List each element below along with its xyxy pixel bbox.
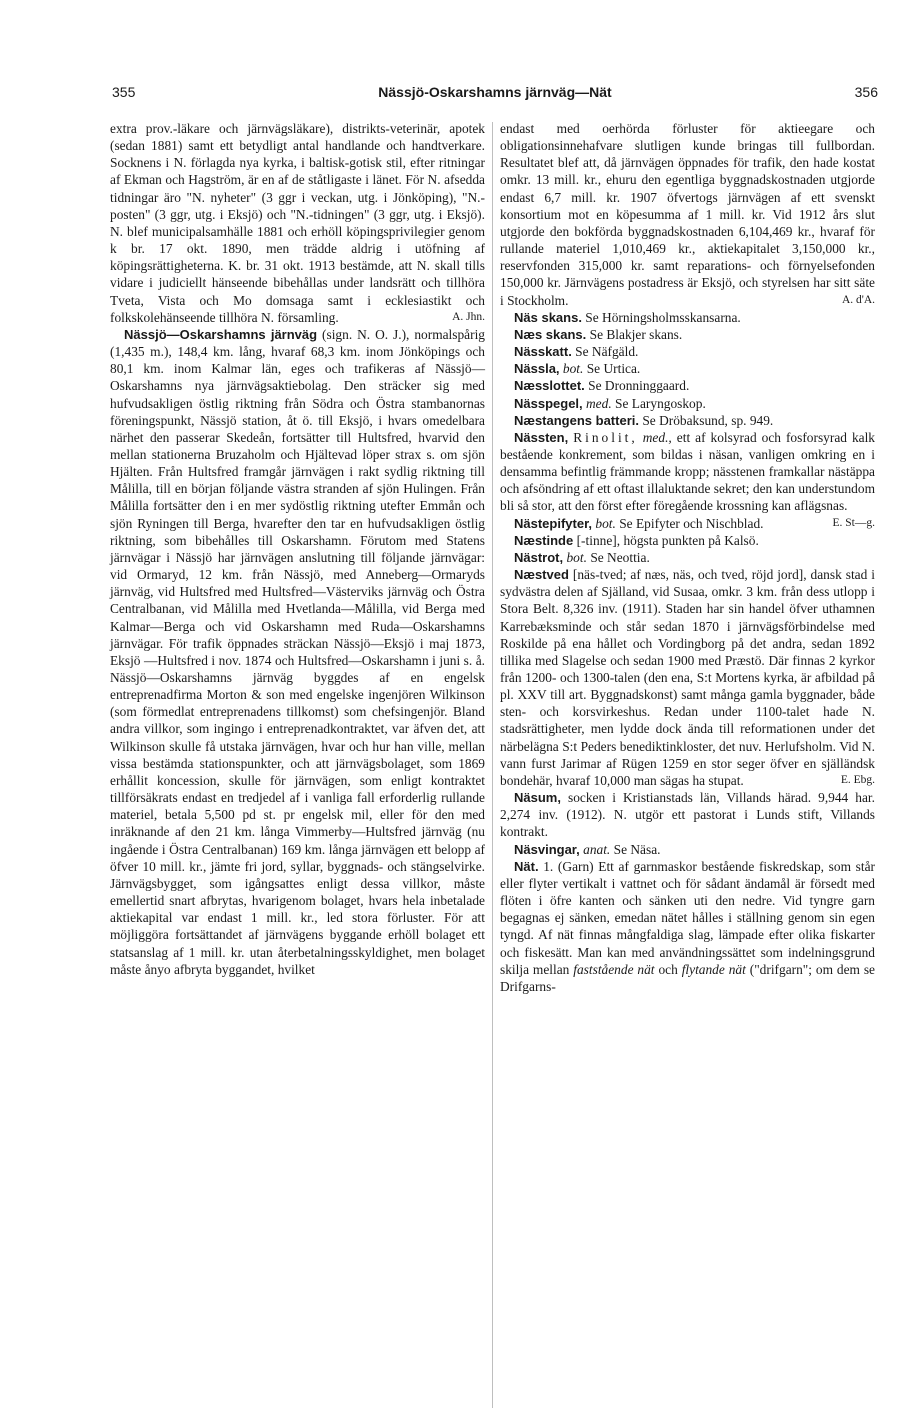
- paragraph-railway-end: [500, 120, 875, 309]
- entry-headword: Nässkatt.: [514, 344, 572, 360]
- entry-text: (sign. N. O. J.), normalspårig (1,435 m.), 148,4 km. lång, hvaraf 68,3 km. inom Jönköpings och 80,1 km. inom Kalmar län, eges och trafikeras af Nässjö—Oskarshamns nya järnvägsaktiebolag. Den sträcker sig med hufvudsakligen östlig riktning från Södra och Östra stambanornas föreningspunkt, Nässjö station, åt ö. till Eksjö, i hvars omedelbara närhet den passerar Skedeån, fortsätter till Hultsfred, hvarvid den mellan stationerna Bruzaholm och Hjältevad löper strax s. om sjön Hjälten. Från Hultsfred framgår järnvägen i rakt sydlig riktning till Målilla, till en början följande västra stranden af sjön Hulingen. Från Målilla fortsätter den i en mer sydöstlig riktning utefter Emmån och sjön Ryningen till Berga, hvarefter den tar en hufvudsakligen östlig riktning, som bibehålles till Oskarshamn. Förutom med Statens järnvägar i Nässjö har järnvägen anslutning till följande järnvägar: vid Ormaryd, 12 km. från Nässjö, med Anneberg—Ormaryds järnväg, vid Hultsfred med Hultsfred—Västerviks järnväg och Östra Centralbanan, vid Målilla med Hvetlanda—Målilla, vid Berga med Kalmar—Berga och vid Oskarshamn med Ruda—Oskarshamns järnvägar. För trafik öppnades sträckan Nässjö—Eksjö i maj 1873, Eksjö —Hultsfred i nov. 1874 och Hultsfred—Oskarshamn i juni s. å. Nässjö—Oskarshamns järnväg byggdes af en engelsk entreprenadfirma Morton & son med engelske ingenjören Wilkinson (som förmedlat entreprenadens tillkomst) som chefsingenjör. Bland andra villkor, som ingingo i entreprenadkontraktet, var äfven det, att Wilkinson skulle få utstaka järnvägen, hvar och hur han ville, mellan vissa bestämda stationspunkter, och att järnvägsbolaget, som 1869 erhållit koncession, skulle för järnvägen, som enligt kontraktet tillförsäkrats endast en tredjedel af i vanliga fall erforderlig rullande materiel, betala 5,500 pd st. pr engelsk mil, eller för den med inräknande af den 21 km. långa Vimmerby—Hultsfred järnväg (nu ingående i Östra Centralbanan) 169 km. långa järnvägen ett belopp af öfver 10 mill. kr., jämte fri jord, syllar, byggnads- och stängselvirke. Järnvägsbygget, som igångsattes enligt dessa villkor, måste emellertid snart afbrytas, hvarigenom bolaget, hvars hela inbetalade aktiekapital var endast 1 mill. kr., led stora förluster. För att möjliggöra fortsättandet af järnvägens byggande erhöll bolaget ett statsanslag af 1 mill. kr. utan återbetalningsskyldighet, men bolaget måste ånyo afbryta byggandet, hvilket: [110, 326, 485, 977]
- entry-headword: Nät.: [514, 858, 539, 874]
- entry-text-connector: och: [658, 961, 678, 977]
- entry-text: [näs-tved; af næs, näs, och tved, röjd jord], dansk stad i sydvästra delen af Själland, vid Susaa, omkr. 3 km. från dess utlopp i Stora Belt. 8,326 inv. (1911). Staden har sin handel öfver uthamnen Karrebæksminde och står sedan 1870 i järnvägsförbindelse med Roskilde på ena hållet och Vordingborg på det andra, sedan 1892 tillika med Slagelse och sedan 1900 med Præstö. Där finnas 2 kyrkor från 1200- och 1300-talen (den ena, S:t Mortens kyrka, är afbildad på pl. XXV till art. Byggnadskonst) samt många gamla byggnader, både sten- och korsvirkeshus. Redan under 1100-talet hade N. stadsrättigheter, men lydde dock ända till reformationen under det närbelägna S:t Peders benediktinkloster, det nuv. Herlufsholm. Vid N. vann furst Jarimar af Rügen 1259 en stor seger öfver en själländsk bondehär, hvaraf 10,000 man sägas ha stupat.: [500, 567, 875, 788]
- column-divider: [492, 122, 493, 1408]
- author-signature: E. Ebg.: [840, 773, 875, 786]
- entry-abbreviation: anat.: [583, 841, 611, 857]
- entry-nat: [500, 858, 875, 995]
- entry-headword: Näsvingar,: [514, 841, 580, 857]
- entry-headword: Näs skans.: [514, 309, 582, 325]
- entry-headword: Nässjö—Oskarshamns järnväg: [124, 326, 318, 342]
- entry-abbreviation: med.: [586, 395, 612, 411]
- author-signature: E. St—g.: [832, 516, 875, 529]
- entry-headword: Nästrot,: [514, 549, 564, 565]
- entry-text: ett af kolsyrad och fosforsyrad kalk bestående konkrement, som bildas i näsan, vanligen omkring en i densamma befintlig främmande kropp; nässtenen framkallar nästäppa och afsöndring af ett oftast illaluktande sekret; den kan understundom bli så stor, att den först efter föregående krossning kan aflägsnas.: [500, 429, 875, 514]
- entry-naestangens-batteri: [500, 412, 875, 429]
- author-signature: A. Jhn.: [452, 310, 485, 323]
- entry-text: [-tinne], högsta punkten på Kalsö.: [576, 532, 759, 548]
- author-signature: A. d'A.: [841, 293, 875, 306]
- entry-text: Se Näsa.: [613, 841, 661, 857]
- entry-headword: Nässpegel,: [514, 395, 583, 411]
- entry-headword: Næstangens batteri.: [514, 412, 639, 428]
- entry-text: Se Laryngoskop.: [615, 395, 706, 411]
- entry-abbreviation: bot.: [595, 515, 616, 531]
- entry-text: Se Blakjer skans.: [589, 326, 683, 342]
- paragraph-nassjo-end: [110, 120, 485, 326]
- entry-headword: Nästepifyter,: [514, 515, 593, 531]
- entry-text: Se Hörningsholmsskansarna.: [585, 309, 741, 325]
- entry-text: socken i Kristianstads län, Villands härad. 9,944 har. 2,274 inv. (1912). N. utgör ett pastorat i Lunds stift, Villands kontrakt.: [500, 790, 875, 840]
- right-column: [500, 120, 875, 995]
- entry-nasvingar: [500, 841, 875, 858]
- entry-text: Se Dröbaksund, sp. 949.: [642, 412, 774, 428]
- entry-term-italic: flytande nät: [681, 961, 746, 977]
- entry-text: Se Epifyter och Nischblad.: [619, 515, 764, 531]
- entry-synonym: Rinolit,: [573, 429, 638, 445]
- entry-headword: Næs skans.: [514, 326, 587, 342]
- entry-abbreviation: bot.: [562, 361, 584, 377]
- entry-headword: Næstved: [514, 567, 569, 583]
- entry-text: 1. (Garn) Ett af garnmaskor bestående fiskredskap, som står eller flyter vertikalt i vattnet och för sådant ändamål är försedt med flöten i öfre kanten och sänken uti den nedre. Vid tyngre garn begagnas ej sänken, emedan nätet hålles i ställning genom sin egen tyngd. Af nät finnas mångfaldiga slag, lämpade efter olika fiskarter och fiskesätt. Man kan med användningssättet som indelningsgrund skilja mellan: [500, 858, 875, 977]
- paragraph-text: endast med oerhörda förluster för aktieegare och obligationsinnehafvare slutligen kunde bringas till fullbordan. Resultatet blef att, då järnvägen öppnades för trafik, den hade kostat omkr. 13 mill. kr., ehuru den egentliga byggnadskostnaden utgjorde endast 6,7 mill. kr. 1907 öfvertogs järnvägen af ett svenskt konsortium mot en köpesumma af 1 mill. kr. Vid 1912 års slut utgjorde den bokförda byggnadskostnaden 6,104,469 kr., hvaraf för rullande materiel 1,010,469 kr., aktiekapitalet 3,150,000 kr., reservfonden 315,000 kr. samt reparations- och förnyelsefonden 150,000 kr. Järnvägens postadress är Eksjö, och styrelsen har sitt säte i Stockholm.: [500, 121, 875, 308]
- entry-nassla: [500, 360, 875, 377]
- entry-nastrot: [500, 549, 875, 566]
- entry-abbreviation: bot.: [566, 549, 587, 565]
- entry-nassjo-oskarshamns-jarnvag: [110, 326, 485, 978]
- entry-term-italic: faststående nät: [573, 961, 655, 977]
- page-number-right: 356: [854, 84, 878, 100]
- entry-naestved: [500, 566, 875, 789]
- entry-nas-skans: [500, 309, 875, 326]
- page-header: [112, 84, 878, 108]
- entry-nasskatt: [500, 343, 875, 360]
- entry-headword: Nässten,: [514, 429, 569, 445]
- running-title: Nässjö-Oskarshamns järnväg—Nät: [378, 84, 612, 100]
- entry-headword: Næsslottet.: [514, 378, 585, 394]
- left-column: [110, 120, 485, 978]
- entry-text: Se Dronninggaard.: [588, 378, 690, 394]
- entry-abbreviation: med.,: [642, 429, 672, 445]
- entry-headword: Næstinde: [514, 532, 574, 548]
- page-number-left: 355: [112, 84, 136, 100]
- entry-text-continued: ("drifgarn"; om dem se Drifgarns-: [500, 961, 875, 994]
- paragraph-text: extra prov.-läkare och järnvägsläkare), distrikts-veterinär, apotek (sedan 1881) samt ett betydligt antal handlande och handtverkare. Socknens i N. förlagda nya kyrka, i baltisk-gotisk stil, efter ritningar af Ekman och Hagström, är en af de ståtligaste i länet. För N. afsedda tidningar äro "N. nyheter" (3 ggr i veckan, utg. i Jönköping), "N.-posten" (3 ggr, utg. i Eksjö) och "N.-tidningen" (3 ggr, utg. i Eksjö). N. blef municipalsamhälle 1881 och erhöll köpingsprivilegier genom k br. 17 okt. 1890, men trädde aldrig i utöfning af köpingsrättigheterna. K. br. 31 okt. 1913 bestämde, att N. skall tills vidare i judiciellt hänseende bibehållas under landsrätt och tillhöra Tveta, Vista och Mo domsaga samt i ecklesiastikt och folkskolehänseende tillhöra N. församling.: [110, 121, 485, 325]
- entry-naes-skans: [500, 326, 875, 343]
- entry-headword: Näsum,: [514, 790, 561, 806]
- entry-text: Se Näfgäld.: [575, 344, 639, 360]
- entry-headword: Nässla,: [514, 361, 560, 377]
- entry-text: Se Urtica.: [586, 361, 641, 377]
- entry-nasum: [500, 789, 875, 840]
- entry-naestinde: [500, 532, 875, 549]
- entry-nasspegel: [500, 395, 875, 412]
- entry-text: Se Neottia.: [590, 549, 650, 565]
- entry-naesslottet: [500, 377, 875, 394]
